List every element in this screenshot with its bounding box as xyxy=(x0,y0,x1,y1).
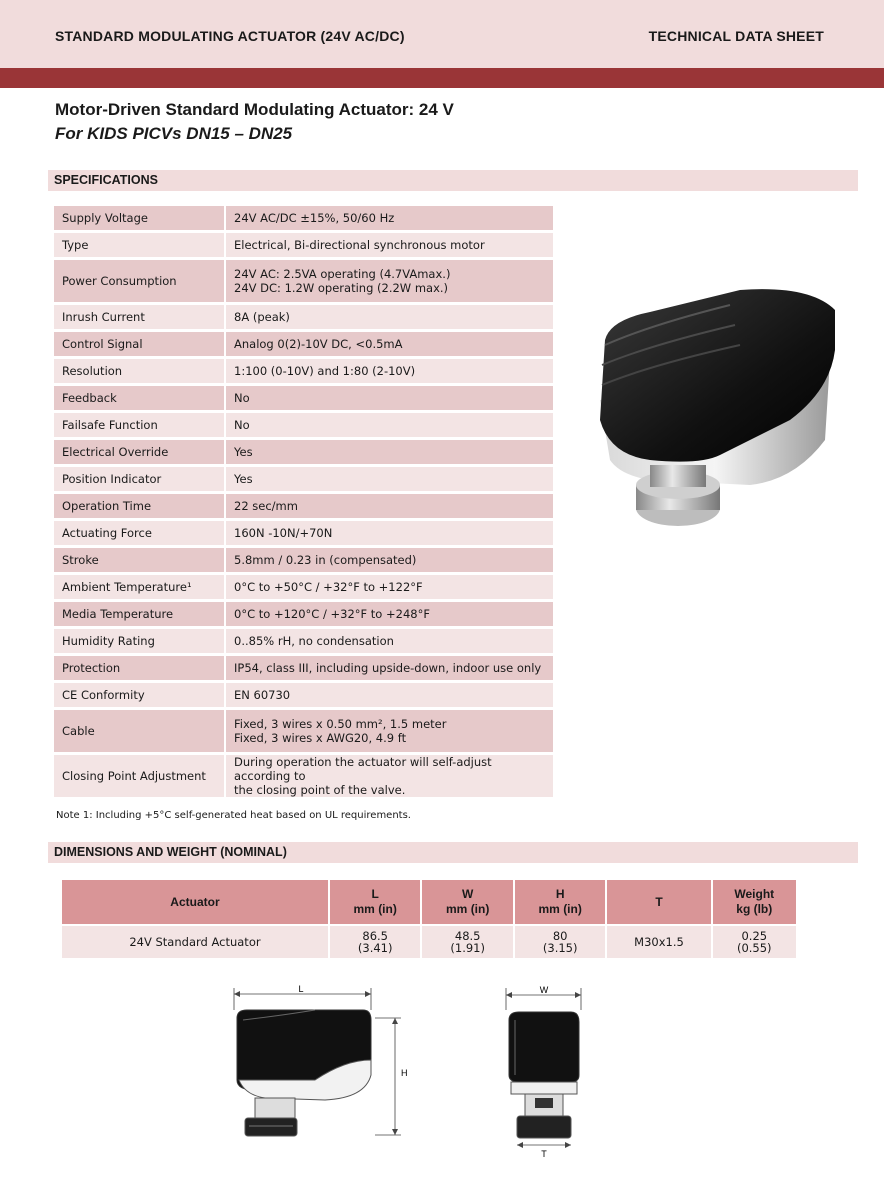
dim-header-cell xyxy=(330,880,421,924)
dimensions-table xyxy=(60,878,798,960)
dim-cell xyxy=(330,926,421,958)
dim-header-line: Weight xyxy=(734,887,775,901)
dim-header-unit: mm (in) xyxy=(353,902,397,916)
dim-label-t: T xyxy=(541,1149,547,1159)
spec-key: Closing Point Adjustment xyxy=(54,755,226,797)
spec-row xyxy=(54,332,553,356)
spec-value xyxy=(226,575,553,599)
dim-header-line: Actuator xyxy=(170,894,220,909)
spec-value xyxy=(226,440,553,464)
spec-value xyxy=(226,710,553,752)
spec-row xyxy=(54,710,553,752)
dim-header-line: H xyxy=(555,887,565,901)
spec-value-line: 0°C to +120°C / +32°F to +248°F xyxy=(234,607,430,621)
spec-key: Position Indicator xyxy=(54,467,226,491)
actuator-photo xyxy=(590,270,840,550)
spec-row xyxy=(54,629,553,653)
dim-cell xyxy=(713,926,796,958)
side-view-drawing xyxy=(225,980,425,1160)
dim-cell-imperial: (0.55) xyxy=(736,941,772,955)
spec-key: Resolution xyxy=(54,359,226,383)
spec-value-line: 0..85% rH, no condensation xyxy=(234,634,394,648)
spec-value xyxy=(226,548,553,572)
spec-key: CE Conformity xyxy=(54,683,226,707)
spec-value-line: 22 sec/mm xyxy=(234,499,298,513)
spec-key: Inrush Current xyxy=(54,305,226,329)
dim-cell-imperial: (3.41) xyxy=(357,941,393,955)
dimensions-heading: DIMENSIONS AND WEIGHT (NOMINAL) xyxy=(48,842,858,863)
dim-header-cell xyxy=(607,880,710,924)
spec-key: Actuating Force xyxy=(54,521,226,545)
spec-value-line: 24V AC/DC ±15%, 50/60 Hz xyxy=(234,211,395,225)
document-title: Motor-Driven Standard Modulating Actuator: 24 V xyxy=(55,100,454,119)
spec-value-line: Yes xyxy=(234,445,253,459)
dim-cell-imperial: (3.15) xyxy=(542,941,578,955)
spec-value-line: Fixed, 3 wires x AWG20, 4.9 ft xyxy=(234,731,407,745)
header-band xyxy=(0,0,884,68)
dim-cell-value: 0.25 xyxy=(741,929,768,943)
dim-header-unit: kg (lb) xyxy=(736,902,773,916)
spec-value xyxy=(226,683,553,707)
specifications-heading: SPECIFICATIONS xyxy=(48,170,858,191)
dim-header-line: L xyxy=(371,887,379,901)
spec-value xyxy=(226,386,553,410)
header-doc-type: TECHNICAL DATA SHEET xyxy=(648,28,824,44)
spec-value-line: Yes xyxy=(234,472,253,486)
spec-value xyxy=(226,656,553,680)
spec-value-line: Electrical, Bi-directional synchronous motor xyxy=(234,238,485,252)
header-accent-bar xyxy=(0,68,884,88)
spec-key: Cable xyxy=(54,710,226,752)
dim-cell-value: 86.5 xyxy=(362,929,388,943)
footnote: Note 1: Including +5°C self-generated heat based on UL requirements. xyxy=(56,810,411,821)
spec-key: Electrical Override xyxy=(54,440,226,464)
spec-value-line: During operation the actuator will self-adjust according to xyxy=(234,755,492,783)
spec-row xyxy=(54,305,553,329)
spec-key: Humidity Rating xyxy=(54,629,226,653)
spec-row xyxy=(54,602,553,626)
dim-label-l: L xyxy=(298,984,304,994)
spec-row xyxy=(54,755,553,797)
header-product-title: STANDARD MODULATING ACTUATOR (24V AC/DC) xyxy=(55,28,405,44)
dim-header-cell xyxy=(62,880,328,924)
spec-row xyxy=(54,575,553,599)
spec-value xyxy=(226,755,553,797)
dim-header-cell xyxy=(515,880,606,924)
dim-cell xyxy=(422,926,513,958)
spec-value-line: EN 60730 xyxy=(234,688,291,702)
dim-header-cell xyxy=(422,880,513,924)
spec-value-line: the closing point of the valve. xyxy=(234,783,406,797)
dim-cell xyxy=(607,926,710,958)
dim-cell-value: M30x1.5 xyxy=(634,935,684,949)
dim-cell xyxy=(515,926,606,958)
dim-cell-value: 24V Standard Actuator xyxy=(129,935,261,949)
dim-header-cell xyxy=(713,880,796,924)
dim-cell-value: 80 xyxy=(552,929,568,943)
spec-row xyxy=(54,206,553,230)
spec-value-line: No xyxy=(234,418,250,432)
spec-value xyxy=(226,359,553,383)
dim-label-h: H xyxy=(401,1068,408,1078)
spec-value xyxy=(226,206,553,230)
spec-row xyxy=(54,386,553,410)
spec-value xyxy=(226,260,553,302)
document-subtitle: For KIDS PICVs DN15 – DN25 xyxy=(55,124,293,143)
spec-value-line: 1:100 (0-10V) and 1:80 (2-10V) xyxy=(234,364,416,378)
spec-row xyxy=(54,233,553,257)
spec-key: Power Consumption xyxy=(54,260,226,302)
spec-key: Supply Voltage xyxy=(54,206,226,230)
spec-row xyxy=(54,521,553,545)
spec-key: Operation Time xyxy=(54,494,226,518)
spec-value xyxy=(226,332,553,356)
spec-row xyxy=(54,656,553,680)
dim-header-unit: mm (in) xyxy=(446,902,490,916)
spec-value xyxy=(226,602,553,626)
spec-key: Failsafe Function xyxy=(54,413,226,437)
spec-row xyxy=(54,494,553,518)
spec-value-line: 5.8mm / 0.23 in (compensated) xyxy=(234,553,417,567)
spec-value xyxy=(226,521,553,545)
spec-value xyxy=(226,233,553,257)
spec-value xyxy=(226,494,553,518)
dim-cell xyxy=(62,926,328,958)
spec-value xyxy=(226,467,553,491)
spec-value-line: No xyxy=(234,391,250,405)
spec-value-line: IP54, class III, including upside-down, indoor use only xyxy=(234,661,542,675)
spec-key: Control Signal xyxy=(54,332,226,356)
spec-value xyxy=(226,413,553,437)
dim-header-unit: mm (in) xyxy=(538,902,582,916)
spec-row xyxy=(54,683,553,707)
spec-value-line: Analog 0(2)-10V DC, <0.5mA xyxy=(234,337,403,351)
dim-cell-value: 48.5 xyxy=(454,929,481,943)
spec-row xyxy=(54,467,553,491)
spec-value-line: 24V AC: 2.5VA operating (4.7VAmax.) xyxy=(234,267,451,281)
spec-value-line: 160N -10N/+70N xyxy=(234,526,333,540)
spec-value-line: 24V DC: 1.2W operating (2.2W max.) xyxy=(234,281,449,295)
spec-row xyxy=(54,260,553,302)
spec-value xyxy=(226,629,553,653)
spec-value-line: 0°C to +50°C / +32°F to +122°F xyxy=(234,580,423,594)
spec-key: Stroke xyxy=(54,548,226,572)
dim-cell-imperial: (1.91) xyxy=(450,941,485,955)
spec-key: Protection xyxy=(54,656,226,680)
spec-value-line: 8A (peak) xyxy=(234,310,290,324)
spec-value xyxy=(226,305,553,329)
dim-label-w: W xyxy=(539,985,549,995)
spec-row xyxy=(54,359,553,383)
spec-key: Media Temperature xyxy=(54,602,226,626)
spec-value-line: Fixed, 3 wires x 0.50 mm², 1.5 meter xyxy=(234,717,447,731)
specifications-table xyxy=(54,203,553,800)
dim-header-line: T xyxy=(655,894,663,909)
spec-row xyxy=(54,440,553,464)
spec-key: Feedback xyxy=(54,386,226,410)
dim-header-line: W xyxy=(462,887,474,901)
spec-row xyxy=(54,548,553,572)
spec-key: Type xyxy=(54,233,226,257)
spec-row xyxy=(54,413,553,437)
front-view-drawing xyxy=(495,980,595,1165)
spec-key: Ambient Temperature¹ xyxy=(54,575,226,599)
